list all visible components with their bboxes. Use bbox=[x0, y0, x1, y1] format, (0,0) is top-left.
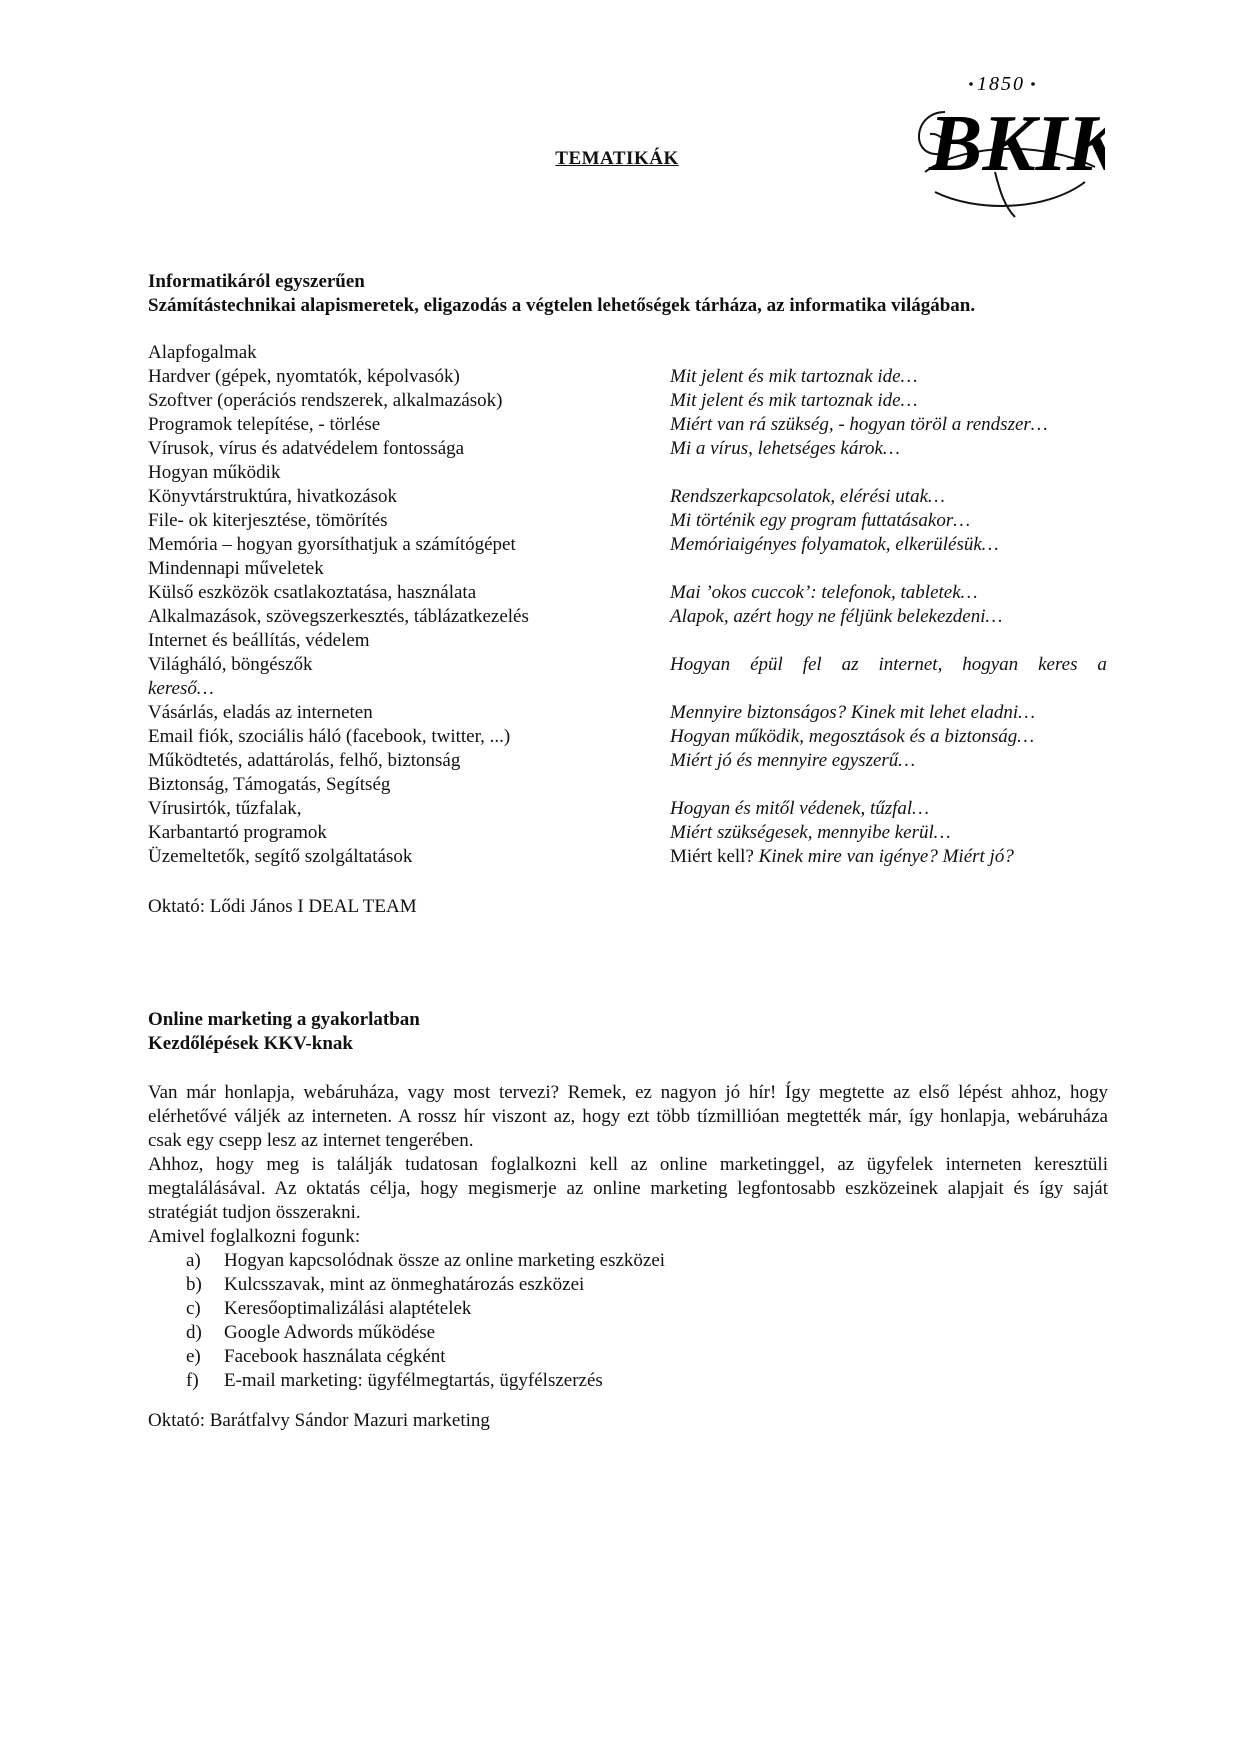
topic-label: Vírusirtók, tűzfalak, bbox=[148, 798, 302, 819]
topic-note: Mi történik egy program futtatásakor… bbox=[670, 510, 971, 531]
section1-heading bbox=[148, 270, 1108, 318]
topic-note: Memóriaigényes folyamatok, elkerülésük… bbox=[670, 534, 999, 555]
topic-row bbox=[148, 533, 1108, 557]
topic-note: Mai ’okos cuccok’: telefonok, tabletek… bbox=[670, 582, 978, 603]
topic-row bbox=[148, 413, 1108, 437]
section2-paragraph: Ahhoz, hogy meg is találják tudatosan foglalkozni kell az online marketinggel, az ügyfelek interneten keresztüli megtalálásával. Az oktatás célja, hogy megismerje az online marketing legfontosabb eszközeinek alapjait és így saját stratégiát tudjon összerakni. bbox=[148, 1154, 1108, 1223]
section1-title: Informatikáról egyszerűen bbox=[148, 271, 365, 292]
topic-label: Programok telepítése, - törlése bbox=[148, 414, 381, 435]
topic-note: Miért van rá szükség, - hogyan töröl a rendszer… bbox=[670, 414, 1048, 435]
note-word: fel bbox=[802, 654, 822, 675]
svg-text:BKIK: BKIK bbox=[929, 100, 1105, 188]
bkik-logo bbox=[905, 72, 1105, 222]
section2-title: Online marketing a gyakorlatban bbox=[148, 1009, 420, 1030]
note-word: hogyan bbox=[962, 654, 1019, 675]
topic-row bbox=[148, 461, 1108, 485]
topic-row bbox=[148, 725, 1108, 749]
list-item bbox=[148, 1369, 1108, 1393]
list-item bbox=[148, 1321, 1108, 1345]
list-marker: e) bbox=[186, 1346, 201, 1367]
topic-label: Mindennapi műveletek bbox=[148, 558, 324, 579]
topic-label: Email fiók, szociális háló (facebook, twitter, ...) bbox=[148, 726, 511, 747]
section2-subtitle: Kezdőlépések KKV-knak bbox=[148, 1033, 353, 1054]
list-text: Hogyan kapcsolódnak össze az online marketing eszközei bbox=[224, 1250, 666, 1271]
list-item bbox=[148, 1297, 1108, 1321]
topic-label: Vírusok, vírus és adatvédelem fontossága bbox=[148, 438, 465, 459]
topic-note-justified bbox=[670, 653, 1107, 677]
note-word: épül bbox=[750, 654, 783, 675]
list-marker: c) bbox=[186, 1298, 201, 1319]
topic-row bbox=[148, 845, 1108, 869]
topic-label: Karbantartó programok bbox=[148, 822, 327, 843]
list-marker: b) bbox=[186, 1274, 202, 1295]
topic-row bbox=[148, 605, 1108, 629]
section2-body bbox=[148, 1081, 1108, 1249]
topic-note: Rendszerkapcsolatok, elérési utak… bbox=[670, 486, 945, 507]
topic-row bbox=[148, 509, 1108, 533]
section2-paragraph: Van már honlapja, webáruháza, vagy most tervezi? Remek, ez nagyon jó hír! Így megtette az első lépést ahhoz, hogy elérhetővé váljék az interneten. A rossz hír viszont az, hogy ezt több tízmillióan megtették már, így honlapja, webáruháza csak egy csepp lesz az internet tengerében. bbox=[148, 1082, 1108, 1151]
topic-label: Alapfogalmak bbox=[148, 342, 257, 363]
topic-label: Külső eszközök csatlakoztatása, használata bbox=[148, 582, 477, 603]
topic-row bbox=[148, 701, 1108, 725]
topic-label: Hardver (gépek, nyomtatók, képolvasók) bbox=[148, 366, 460, 387]
topic-row bbox=[148, 773, 1108, 797]
note-word: keres bbox=[1038, 654, 1078, 675]
topic-row bbox=[148, 749, 1108, 773]
topic-label: Hogyan működik bbox=[148, 462, 281, 483]
topic-label: Könyvtárstruktúra, hivatkozások bbox=[148, 486, 398, 507]
topic-row bbox=[148, 821, 1108, 845]
topic-label: Biztonság, Támogatás, Segítség bbox=[148, 774, 391, 795]
note-rest: Kinek mire van igénye? Miért jó? bbox=[753, 846, 1014, 867]
document-title: TEMATIKÁK bbox=[555, 148, 679, 169]
topic-row bbox=[148, 581, 1108, 605]
topic-note: Miért jó és mennyire egyszerű… bbox=[670, 750, 916, 771]
topic-note: Mi a vírus, lehetséges károk… bbox=[670, 438, 900, 459]
list-text: Keresőoptimalizálási alaptételek bbox=[224, 1298, 472, 1319]
list-text: Google Adwords működése bbox=[224, 1322, 436, 1343]
list-text: E-mail marketing: ügyfélmegtartás, ügyfélszerzés bbox=[224, 1370, 603, 1391]
note-word: internet, bbox=[878, 654, 943, 675]
note-prefix: Miért kell? bbox=[670, 846, 754, 867]
list-marker: a) bbox=[186, 1250, 201, 1271]
list-item bbox=[148, 1249, 1108, 1273]
topic-label: Memória – hogyan gyorsíthatjuk a számítógépet bbox=[148, 534, 516, 555]
topic-row bbox=[148, 797, 1108, 821]
topic-row bbox=[148, 557, 1108, 581]
topic-label: File- ok kiterjesztése, tömörítés bbox=[148, 510, 388, 531]
topic-row bbox=[148, 365, 1108, 389]
section2-list-intro: Amivel foglalkozni fogunk: bbox=[148, 1226, 361, 1247]
list-item bbox=[148, 1273, 1108, 1297]
list-text: Facebook használata cégként bbox=[224, 1346, 446, 1367]
topic-label: kereső… bbox=[148, 678, 214, 699]
list-marker: f) bbox=[186, 1370, 199, 1391]
topic-note: Hogyan működik, megosztások és a biztonság… bbox=[670, 726, 1035, 747]
topic-note: Mit jelent és mik tartoznak ide… bbox=[670, 366, 918, 387]
topic-label: Működtetés, adattárolás, felhő, biztonság bbox=[148, 750, 461, 771]
topic-label: Üzemeltetők, segítő szolgáltatások bbox=[148, 846, 413, 867]
topic-row bbox=[148, 653, 1108, 677]
topic-note: Miért szükségesek, mennyibe kerül… bbox=[670, 822, 951, 843]
topic-note: Hogyan és mitől védenek, tűzfal… bbox=[670, 798, 930, 819]
section1-instructor: Oktató: Lődi János I DEAL TEAM bbox=[148, 896, 417, 917]
topic-row bbox=[148, 437, 1108, 461]
svg-text:1850: 1850 bbox=[977, 73, 1025, 95]
topic-row bbox=[148, 485, 1108, 509]
topic-note: Mit jelent és mik tartoznak ide… bbox=[670, 390, 918, 411]
note-word: a bbox=[1097, 654, 1107, 675]
topic-row bbox=[148, 341, 1108, 365]
topic-row bbox=[148, 677, 1108, 701]
topic-row bbox=[148, 629, 1108, 653]
section2-topic-list bbox=[148, 1249, 1108, 1393]
topic-note bbox=[670, 845, 1014, 869]
topic-row bbox=[148, 389, 1108, 413]
list-marker: d) bbox=[186, 1322, 202, 1343]
topic-note: Mennyire biztonságos? Kinek mit lehet eladni… bbox=[670, 702, 1035, 723]
topic-label: Világháló, böngészők bbox=[148, 654, 313, 675]
list-item bbox=[148, 1345, 1108, 1369]
topic-label: Alkalmazások, szövegszerkesztés, táblázatkezelés bbox=[148, 606, 529, 627]
list-text: Kulcsszavak, mint az önmeghatározás eszközei bbox=[224, 1274, 585, 1295]
topic-label: Szoftver (operációs rendszerek, alkalmazások) bbox=[148, 390, 503, 411]
note-word: Hogyan bbox=[670, 654, 731, 675]
topic-label: Vásárlás, eladás az interneten bbox=[148, 702, 373, 723]
topic-note: Alapok, azért hogy ne féljünk belekezdeni… bbox=[670, 606, 1003, 627]
topic-label: Internet és beállítás, védelem bbox=[148, 630, 370, 651]
note-word: az bbox=[841, 654, 859, 675]
section2-heading bbox=[148, 1008, 1108, 1056]
section1-subtitle: Számítástechnikai alapismeretek, eligazodás a végtelen lehetőségek tárháza, az informatika világában. bbox=[148, 295, 976, 316]
section2-instructor: Oktató: Barátfalvy Sándor Mazuri marketing bbox=[148, 1410, 490, 1431]
section1-topic-list bbox=[148, 341, 1108, 869]
